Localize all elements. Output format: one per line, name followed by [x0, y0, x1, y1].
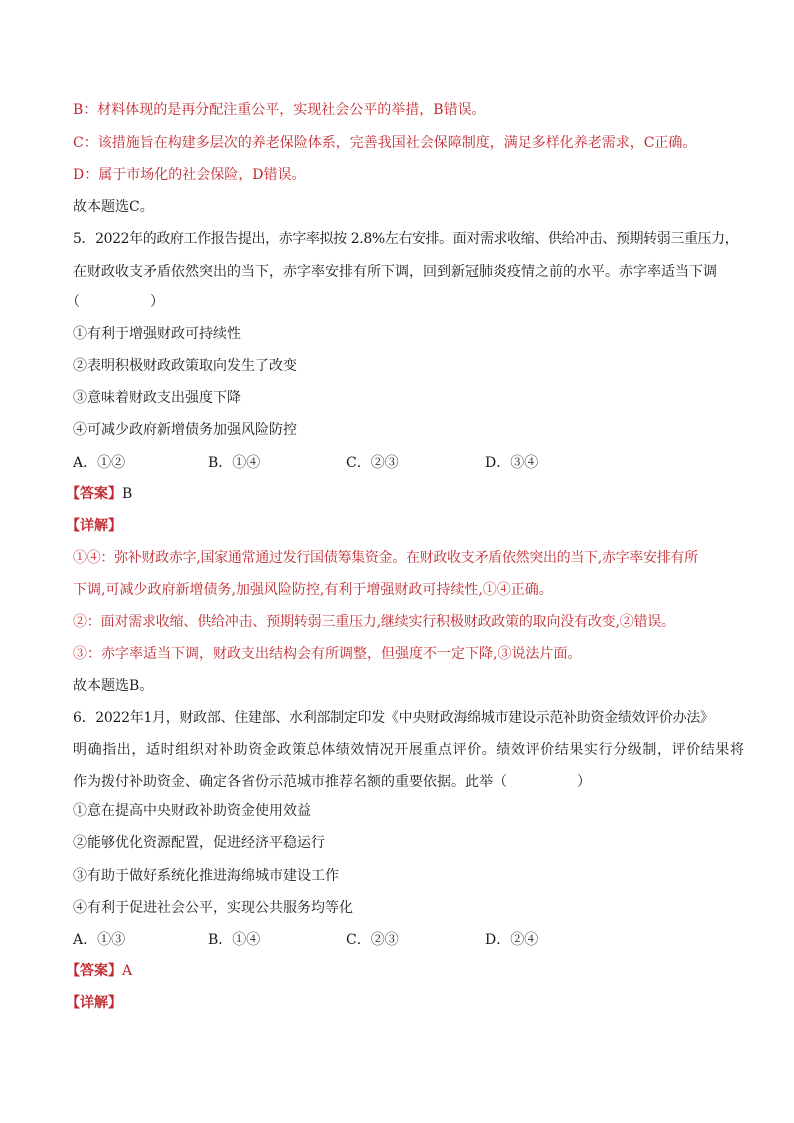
- q5-item-1: ①有利于增强财政可持续性: [73, 326, 241, 342]
- q5-item-4: ④可减少政府新增债务加强风险防控: [73, 422, 297, 438]
- q6-answer-label: 【答案】: [66, 963, 122, 979]
- q5-item-3: ③意味着财政支出强度下降: [73, 390, 241, 406]
- q5-option-c: C．②③: [346, 455, 399, 471]
- q6-answer-value: A: [122, 963, 133, 979]
- q6-stem-line-1: 6．2022年1月，财政部、住建部、水利部制定印发《中央财政海绵城市建设示范补助资金绩效评价办法》: [73, 710, 714, 726]
- q6-item-3: ③有助于做好系统化推进海绵城市建设工作: [73, 868, 339, 884]
- q5-option-a: A．①②: [73, 455, 126, 471]
- q5-stem-line-3: （ ）: [66, 294, 164, 310]
- q5-conclusion: 故本题选B。: [73, 678, 154, 694]
- q6-option-a: A．①③: [73, 932, 126, 948]
- q6-stem-line-2: 明确指出，适时组织对补助资金政策总体绩效情况开展重点评价。绩效评价结果实行分级制，评价结果将: [73, 742, 745, 758]
- q5-detail-line-2: 下调,可减少政府新增债务,加强风险防控,有利于增强财政可持续性,①④正确。: [73, 582, 553, 598]
- q5-detail-line-4: ③：赤字率适当下调，财政支出结构会有所调整，但强度不一定下降,③说法片面。: [73, 646, 582, 662]
- prev-explanation-c: C：该措施旨在构建多层次的养老保险体系，完善我国社会保障制度，满足多样化养老需求，C正确。: [73, 135, 697, 151]
- prev-explanation-b: B：材料体现的是再分配注重公平，实现社会公平的举措，B错误。: [73, 102, 486, 118]
- q6-item-4: ④有利于促进社会公平，实现公共服务均等化: [73, 900, 353, 916]
- q5-detail-label: 【详解】: [66, 518, 122, 534]
- prev-conclusion: 故本题选C。: [73, 199, 154, 215]
- q5-answer-label: 【答案】: [66, 486, 122, 502]
- q6-option-b: B．①④: [208, 932, 261, 948]
- q5-detail-line-3: ②：面对需求收缩、供给冲击、预期转弱三重压力,继续实行积极财政政策的取向没有改变,②错误。: [73, 614, 675, 630]
- q6-item-2: ②能够优化资源配置，促进经济平稳运行: [73, 835, 325, 851]
- q6-option-d: D．②④: [485, 932, 539, 948]
- prev-explanation-d: D：属于市场化的社会保险，D错误。: [73, 167, 306, 183]
- q6-item-1: ①意在提高中央财政补助资金使用效益: [73, 803, 311, 819]
- q5-detail-line-1: ①④：弥补财政赤字,国家通常通过发行国债筹集资金。在财政收支矛盾依然突出的当下,赤字率安排有所: [73, 550, 698, 566]
- q6-option-c: C．②③: [346, 932, 399, 948]
- q6-answer: [66, 961, 734, 981]
- q5-stem-line-1: 5．2022年的政府工作报告提出，赤字率拟按 2.8%左右安排。面对需求收缩、供给冲击、预期转弱三重压力，: [73, 231, 739, 247]
- q5-stem-line-2: 在财政收支矛盾依然突出的当下，赤字率安排有所下调，回到新冠肺炎疫情之前的水平。赤字率适当下调: [73, 264, 717, 280]
- q6-detail-label: 【详解】: [66, 995, 122, 1011]
- q5-item-2: ②表明积极财政政策取向发生了改变: [73, 358, 297, 374]
- q5-option-d: D．③④: [485, 455, 539, 471]
- q5-answer: [66, 484, 734, 504]
- q6-stem-line-3: 作为拨付补助资金、确定各省份示范城市推荐名额的重要依据。此举（ ）: [73, 774, 591, 790]
- q5-answer-value: B: [122, 486, 133, 502]
- q5-option-b: B．①④: [208, 455, 261, 471]
